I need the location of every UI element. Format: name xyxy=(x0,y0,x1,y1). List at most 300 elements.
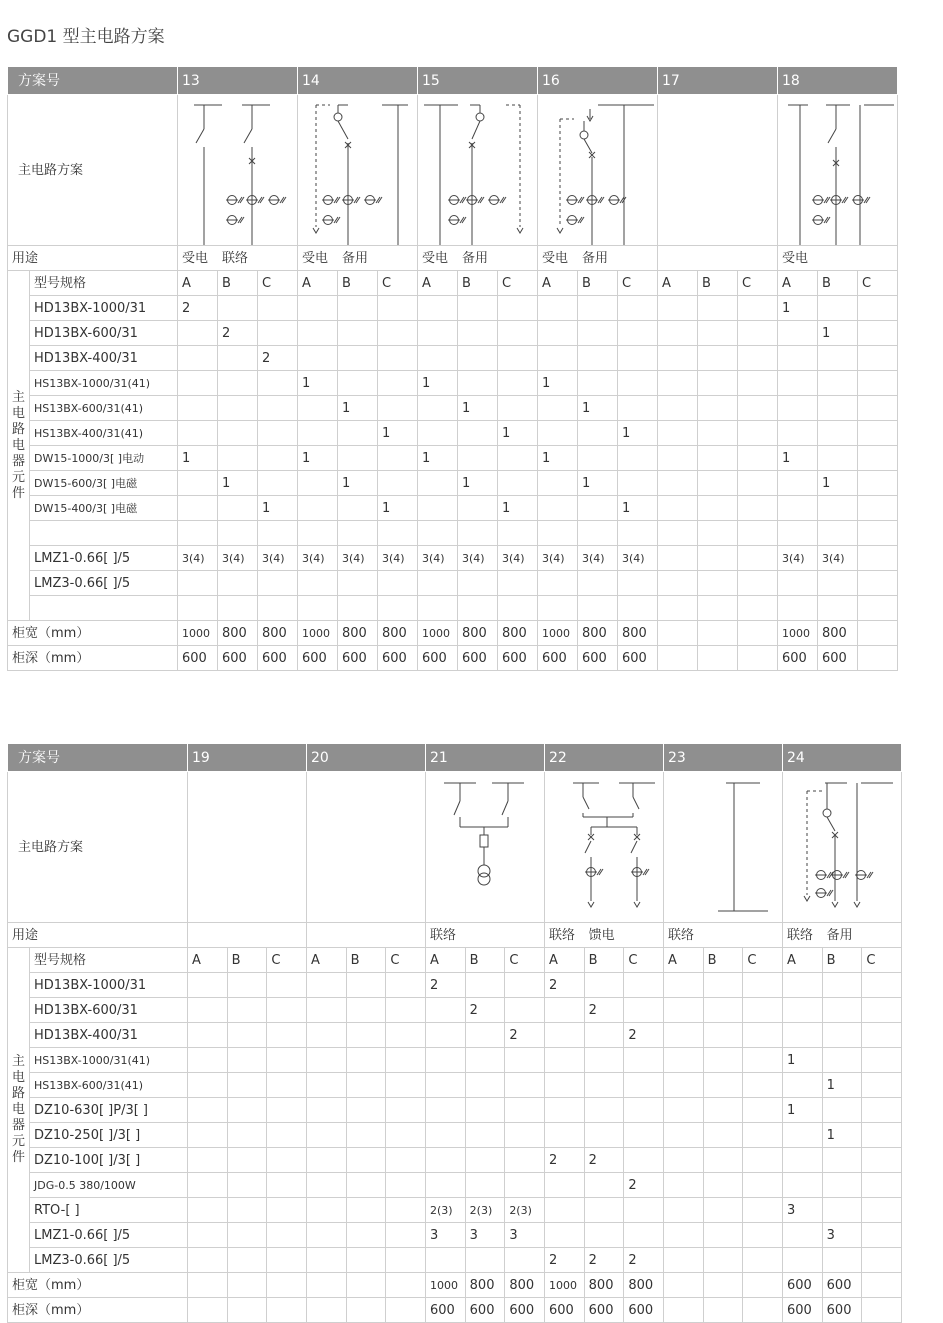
usage-cell xyxy=(698,246,738,271)
component-model-name: HD13BX-600/31 xyxy=(30,321,178,346)
component-qty xyxy=(538,596,578,621)
component-qty: 1 xyxy=(298,446,338,471)
component-qty: 3 xyxy=(822,1223,862,1248)
cabinet-depth-value xyxy=(307,1298,347,1323)
cabinet-width-value: 800 xyxy=(458,621,498,646)
component-qty xyxy=(227,1048,267,1073)
component-qty xyxy=(267,1248,307,1273)
sub-column-label: B xyxy=(458,271,498,296)
cabinet-width-value: 1000 xyxy=(778,621,818,646)
component-qty: 2(3) xyxy=(505,1198,545,1223)
component-qty xyxy=(698,346,738,371)
component-qty xyxy=(778,371,818,396)
component-qty xyxy=(822,1098,862,1123)
component-qty xyxy=(624,1098,664,1123)
component-row xyxy=(8,546,898,571)
component-qty xyxy=(465,973,505,998)
component-qty xyxy=(458,521,498,546)
component-row xyxy=(8,596,898,621)
component-qty xyxy=(465,1048,505,1073)
component-qty xyxy=(538,496,578,521)
component-qty xyxy=(218,521,258,546)
usage-cell xyxy=(267,923,307,948)
component-qty xyxy=(458,596,498,621)
component-qty xyxy=(188,1123,228,1148)
component-qty xyxy=(188,1223,228,1248)
component-qty xyxy=(267,1073,307,1098)
component-qty xyxy=(188,1248,228,1273)
cabinet-width-value: 1000 xyxy=(178,621,218,646)
component-model-name: DZ10-630[ ]P/3[ ] xyxy=(30,1098,188,1123)
component-qty xyxy=(267,1198,307,1223)
scheme-number: 19 xyxy=(188,744,307,772)
component-qty: 2 xyxy=(545,1248,585,1273)
component-qty xyxy=(545,1048,585,1073)
cabinet-width-value: 800 xyxy=(624,1273,664,1298)
component-qty xyxy=(418,396,458,421)
component-qty xyxy=(378,346,418,371)
component-qty xyxy=(378,446,418,471)
component-row xyxy=(8,471,898,496)
usage-cell xyxy=(862,923,902,948)
component-model-name: JDG-0.5 380/100W xyxy=(30,1173,188,1198)
cabinet-width-value xyxy=(743,1273,783,1298)
component-qty xyxy=(258,321,298,346)
component-qty xyxy=(858,321,898,346)
scheme-number: 13 xyxy=(178,67,298,95)
component-qty xyxy=(818,371,858,396)
component-qty xyxy=(822,1023,862,1048)
component-qty xyxy=(584,973,624,998)
component-model-name: HD13BX-1000/31 xyxy=(30,296,178,321)
component-qty xyxy=(178,496,218,521)
component-qty xyxy=(298,346,338,371)
component-qty: 3(4) xyxy=(538,546,578,571)
cabinet-depth-value: 600 xyxy=(618,646,658,671)
component-qty xyxy=(307,1123,347,1148)
cabinet-width-row xyxy=(8,621,898,646)
component-qty xyxy=(658,396,698,421)
component-qty xyxy=(267,1148,307,1173)
cabinet-depth-value: 600 xyxy=(778,646,818,671)
component-qty xyxy=(703,1073,743,1098)
component-qty xyxy=(267,1048,307,1073)
cabinet-depth-value xyxy=(188,1298,228,1323)
component-qty xyxy=(426,1073,466,1098)
component-qty xyxy=(178,596,218,621)
component-qty xyxy=(346,1048,386,1073)
component-qty: 1 xyxy=(778,446,818,471)
cabinet-depth-value: 600 xyxy=(822,1298,862,1323)
component-qty xyxy=(418,471,458,496)
component-qty xyxy=(822,998,862,1023)
component-qty xyxy=(307,1198,347,1223)
component-qty xyxy=(538,296,578,321)
cabinet-depth-value xyxy=(346,1298,386,1323)
component-qty xyxy=(624,1148,664,1173)
component-qty xyxy=(858,496,898,521)
component-qty xyxy=(624,998,664,1023)
component-qty: 1 xyxy=(498,421,538,446)
component-qty xyxy=(578,571,618,596)
usage-cell xyxy=(505,923,545,948)
component-qty xyxy=(738,446,778,471)
component-qty xyxy=(227,1198,267,1223)
component-qty: 3(4) xyxy=(178,546,218,571)
component-qty xyxy=(862,1198,902,1223)
component-row xyxy=(8,496,898,521)
component-qty xyxy=(858,421,898,446)
circuit-diagram-svg xyxy=(188,777,306,917)
component-row xyxy=(8,296,898,321)
component-qty xyxy=(822,1173,862,1198)
component-qty xyxy=(188,1148,228,1173)
cabinet-width-row xyxy=(8,1273,902,1298)
component-qty xyxy=(346,973,386,998)
component-qty xyxy=(498,446,538,471)
model-label: 型号规格 xyxy=(30,948,188,973)
component-qty xyxy=(307,1098,347,1123)
component-qty xyxy=(307,998,347,1023)
cabinet-width-value: 600 xyxy=(783,1273,823,1298)
component-qty xyxy=(465,1248,505,1273)
component-qty xyxy=(465,1148,505,1173)
component-qty xyxy=(338,446,378,471)
circuit-diagram-14 xyxy=(298,95,418,246)
components-label: 主电路电器元件 xyxy=(11,389,25,501)
component-qty xyxy=(818,296,858,321)
component-qty xyxy=(538,396,578,421)
sub-column-label: A xyxy=(664,948,704,973)
component-qty xyxy=(346,1148,386,1173)
component-qty xyxy=(858,596,898,621)
component-qty xyxy=(378,471,418,496)
component-qty xyxy=(386,998,426,1023)
component-qty xyxy=(664,1148,704,1173)
component-qty xyxy=(783,1223,823,1248)
component-qty xyxy=(584,1173,624,1198)
sub-column-label: C xyxy=(258,271,298,296)
component-qty xyxy=(218,571,258,596)
component-qty xyxy=(267,1098,307,1123)
cabinet-width-value: 800 xyxy=(818,621,858,646)
component-row xyxy=(8,521,898,546)
component-qty xyxy=(664,1223,704,1248)
component-qty xyxy=(505,1073,545,1098)
sub-column-label: C xyxy=(862,948,902,973)
component-qty xyxy=(738,321,778,346)
component-qty xyxy=(298,471,338,496)
component-qty xyxy=(578,521,618,546)
component-row xyxy=(8,1073,902,1098)
component-qty xyxy=(418,296,458,321)
component-qty xyxy=(783,1023,823,1048)
cabinet-width-value: 800 xyxy=(338,621,378,646)
usage-cell xyxy=(703,923,743,948)
component-model-name: DW15-1000/3[ ]电动 xyxy=(30,446,178,471)
component-qty xyxy=(505,1248,545,1273)
component-qty xyxy=(578,496,618,521)
component-qty xyxy=(584,1123,624,1148)
component-qty xyxy=(178,321,218,346)
component-qty: 2 xyxy=(584,1248,624,1273)
component-qty xyxy=(346,1223,386,1248)
cabinet-depth-value: 600 xyxy=(218,646,258,671)
component-model-name: HS13BX-400/31(41) xyxy=(30,421,178,446)
component-qty xyxy=(862,1073,902,1098)
component-qty xyxy=(218,396,258,421)
component-qty xyxy=(298,296,338,321)
component-qty xyxy=(658,571,698,596)
circuit-diagram-svg xyxy=(298,95,416,245)
component-qty xyxy=(218,346,258,371)
component-qty xyxy=(498,521,538,546)
component-qty xyxy=(188,1198,228,1223)
usage-cell xyxy=(307,923,347,948)
usage-cell xyxy=(624,923,664,948)
component-qty xyxy=(545,1098,585,1123)
component-qty xyxy=(584,1073,624,1098)
component-qty xyxy=(378,396,418,421)
component-model-name: DZ10-100[ ]/3[ ] xyxy=(30,1148,188,1173)
component-qty xyxy=(664,1048,704,1073)
component-model-name: DW15-600/3[ ]电磁 xyxy=(30,471,178,496)
component-qty xyxy=(698,321,738,346)
component-qty xyxy=(698,371,738,396)
component-qty xyxy=(465,1073,505,1098)
component-qty xyxy=(426,1023,466,1048)
component-qty xyxy=(426,1173,466,1198)
cabinet-width-value: 800 xyxy=(498,621,538,646)
component-qty: 2 xyxy=(545,1148,585,1173)
component-qty xyxy=(783,1073,823,1098)
component-qty xyxy=(858,446,898,471)
component-qty xyxy=(386,1048,426,1073)
component-qty xyxy=(258,471,298,496)
component-qty xyxy=(578,596,618,621)
component-qty xyxy=(578,346,618,371)
usage-cell xyxy=(258,246,298,271)
component-qty xyxy=(778,471,818,496)
component-qty: 3(4) xyxy=(338,546,378,571)
component-qty xyxy=(386,1098,426,1123)
component-qty xyxy=(698,296,738,321)
component-qty xyxy=(338,371,378,396)
component-qty xyxy=(738,521,778,546)
component-qty xyxy=(703,1198,743,1223)
component-qty xyxy=(778,521,818,546)
component-qty xyxy=(738,346,778,371)
component-qty xyxy=(378,571,418,596)
component-qty: 2 xyxy=(505,1023,545,1048)
component-row xyxy=(8,571,898,596)
usage-cell: 联络 xyxy=(545,923,585,948)
usage-cell xyxy=(858,246,898,271)
component-qty xyxy=(743,1148,783,1173)
component-qty xyxy=(743,1123,783,1148)
component-qty xyxy=(307,973,347,998)
component-qty xyxy=(307,1048,347,1073)
component-model-name: HS13BX-600/31(41) xyxy=(30,1073,188,1098)
component-qty: 2(3) xyxy=(465,1198,505,1223)
component-qty xyxy=(258,371,298,396)
component-qty: 1 xyxy=(538,371,578,396)
cabinet-depth-value xyxy=(738,646,778,671)
component-qty xyxy=(178,571,218,596)
component-qty xyxy=(738,546,778,571)
component-qty xyxy=(505,973,545,998)
component-model-name: LMZ3-0.66[ ]/5 xyxy=(30,1248,188,1273)
component-qty xyxy=(624,973,664,998)
cabinet-width-value xyxy=(658,621,698,646)
cabinet-depth-value: 600 xyxy=(458,646,498,671)
component-qty xyxy=(545,1073,585,1098)
circuit-diagram-svg xyxy=(178,95,296,245)
scheme-no-label: 方案号 xyxy=(8,744,188,772)
component-qty xyxy=(822,973,862,998)
component-qty: 1 xyxy=(378,496,418,521)
component-qty xyxy=(227,1123,267,1148)
cabinet-width-value xyxy=(703,1273,743,1298)
component-qty: 2 xyxy=(465,998,505,1023)
component-qty xyxy=(698,396,738,421)
component-qty xyxy=(658,546,698,571)
component-qty xyxy=(227,998,267,1023)
component-qty xyxy=(227,1098,267,1123)
cabinet-depth-value: 600 xyxy=(538,646,578,671)
component-qty xyxy=(862,1048,902,1073)
scheme-number: 22 xyxy=(545,744,664,772)
sub-column-label: A xyxy=(188,948,228,973)
component-qty xyxy=(458,321,498,346)
model-header-row xyxy=(8,948,902,973)
component-model-name: DZ10-250[ ]/3[ ] xyxy=(30,1123,188,1148)
component-qty xyxy=(505,998,545,1023)
component-qty xyxy=(258,296,298,321)
component-model-name: HS13BX-1000/31(41) xyxy=(30,1048,188,1073)
cabinet-depth-value xyxy=(703,1298,743,1323)
component-qty xyxy=(338,496,378,521)
cabinet-depth-value: 600 xyxy=(465,1298,505,1323)
component-qty xyxy=(267,998,307,1023)
component-qty xyxy=(227,973,267,998)
component-qty xyxy=(545,1123,585,1148)
component-qty xyxy=(386,1173,426,1198)
component-qty xyxy=(743,1173,783,1198)
component-qty xyxy=(578,321,618,346)
scheme-table-19-24 xyxy=(7,743,902,1323)
component-qty xyxy=(738,421,778,446)
component-qty: 1 xyxy=(498,496,538,521)
component-qty xyxy=(188,1073,228,1098)
component-qty xyxy=(458,571,498,596)
component-qty: 1 xyxy=(298,371,338,396)
component-qty xyxy=(386,973,426,998)
component-qty xyxy=(578,421,618,446)
component-qty xyxy=(862,1098,902,1123)
component-qty xyxy=(178,471,218,496)
component-qty: 3(4) xyxy=(818,546,858,571)
component-qty xyxy=(498,296,538,321)
sub-column-label: C xyxy=(386,948,426,973)
circuit-diagram-19 xyxy=(188,772,307,923)
component-qty xyxy=(386,1073,426,1098)
component-qty xyxy=(783,1148,823,1173)
component-qty xyxy=(267,973,307,998)
component-qty: 1 xyxy=(258,496,298,521)
sub-column-label: A xyxy=(545,948,585,973)
component-qty xyxy=(458,496,498,521)
component-qty: 2 xyxy=(584,998,624,1023)
component-qty: 3(4) xyxy=(498,546,538,571)
component-qty xyxy=(538,571,578,596)
component-qty xyxy=(505,1048,545,1073)
sub-column-label: B xyxy=(584,948,624,973)
component-qty xyxy=(584,1023,624,1048)
component-qty xyxy=(862,973,902,998)
sub-column-label: C xyxy=(858,271,898,296)
component-qty xyxy=(743,973,783,998)
component-qty xyxy=(778,496,818,521)
component-qty xyxy=(862,1023,902,1048)
sub-column-label: B xyxy=(227,948,267,973)
component-qty: 1 xyxy=(418,371,458,396)
component-row xyxy=(8,1048,902,1073)
page-title: GGD1 型主电路方案 xyxy=(7,27,165,47)
component-qty xyxy=(858,521,898,546)
component-qty xyxy=(698,521,738,546)
component-row xyxy=(8,1173,902,1198)
component-model-name xyxy=(30,521,178,546)
component-qty xyxy=(818,596,858,621)
cabinet-width-value xyxy=(307,1273,347,1298)
cabinet-width-value xyxy=(267,1273,307,1298)
component-qty xyxy=(778,396,818,421)
scheme-number: 14 xyxy=(298,67,418,95)
component-qty xyxy=(218,496,258,521)
usage-cell: 馈电 xyxy=(584,923,624,948)
component-qty xyxy=(338,346,378,371)
component-qty xyxy=(578,446,618,471)
component-qty xyxy=(862,1123,902,1148)
component-qty xyxy=(618,296,658,321)
component-qty xyxy=(778,321,818,346)
usage-cell: 备用 xyxy=(822,923,862,948)
component-qty xyxy=(178,421,218,446)
component-qty xyxy=(618,521,658,546)
component-qty: 2 xyxy=(178,296,218,321)
component-qty xyxy=(346,1123,386,1148)
circuit-diagram-16 xyxy=(538,95,658,246)
cabinet-depth-value: 600 xyxy=(298,646,338,671)
component-model-name xyxy=(30,596,178,621)
cabinet-width-value: 1000 xyxy=(538,621,578,646)
component-qty xyxy=(538,471,578,496)
component-qty xyxy=(698,446,738,471)
component-qty xyxy=(498,571,538,596)
usage-cell xyxy=(818,246,858,271)
component-qty xyxy=(178,521,218,546)
component-qty: 1 xyxy=(822,1073,862,1098)
component-row xyxy=(8,396,898,421)
component-qty xyxy=(618,471,658,496)
component-qty xyxy=(338,296,378,321)
cabinet-width-value: 1000 xyxy=(298,621,338,646)
component-qty xyxy=(818,496,858,521)
component-qty xyxy=(227,1173,267,1198)
component-qty: 1 xyxy=(783,1048,823,1073)
component-qty xyxy=(545,1173,585,1198)
